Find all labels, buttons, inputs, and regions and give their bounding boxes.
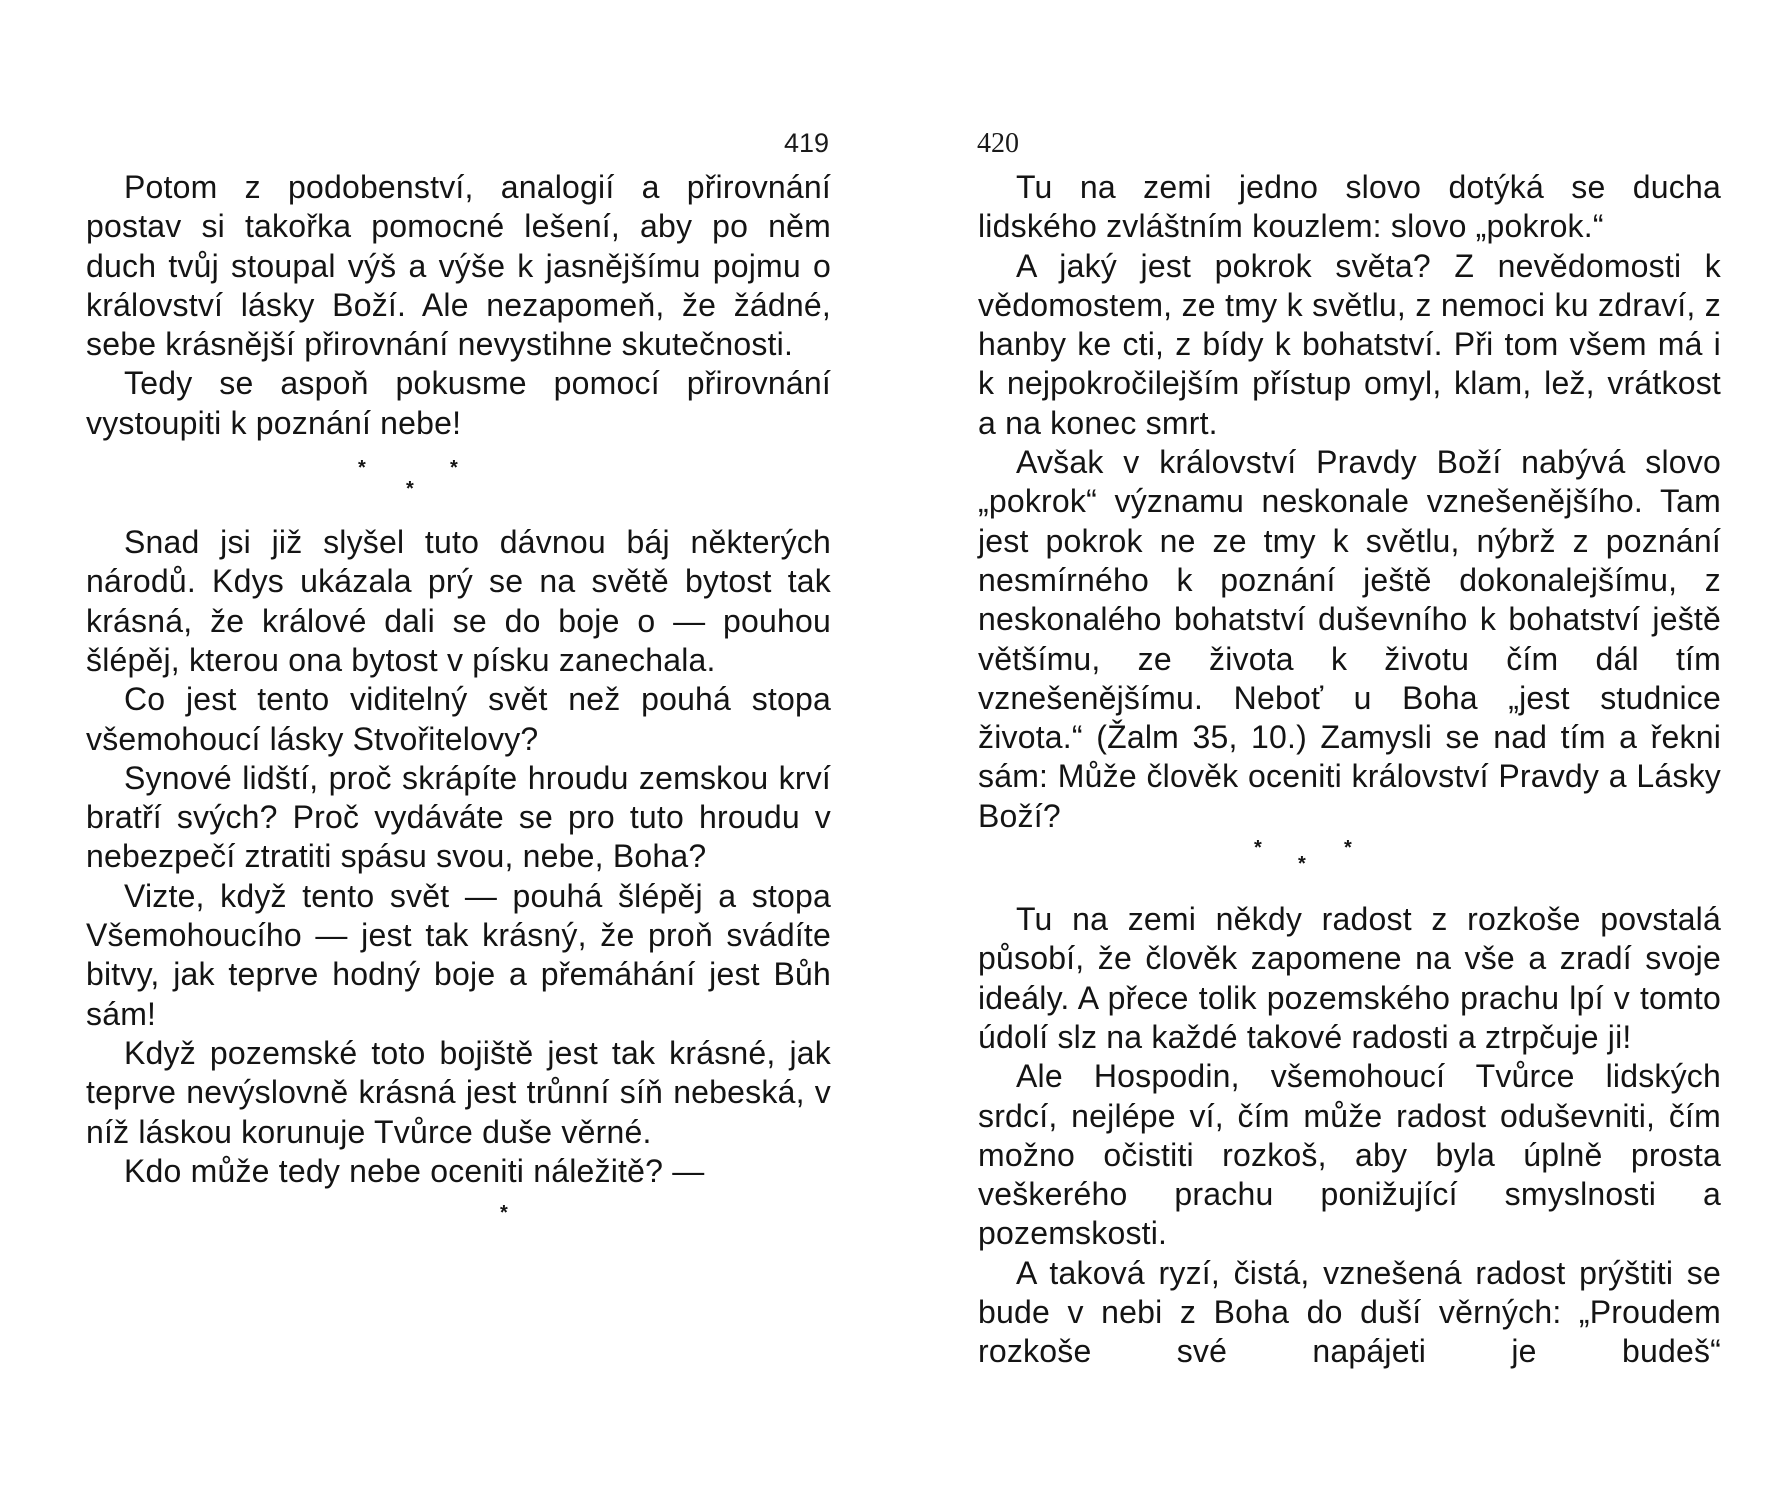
paragraph: Snad jsi již slyšel tuto dávnou báj některých národů. Kdys ukázala prý se na světě bytost tak krásná, že králové dali se do boje o — pouhou šlépěj, kterou ona bytost v písku zanechala. bbox=[86, 524, 831, 678]
left-page-text bbox=[86, 168, 831, 1231]
asterisk: * bbox=[358, 457, 366, 480]
paragraph: Kdo může tedy nebe oceniti náležitě? — bbox=[124, 1152, 705, 1189]
paragraph: Synové lidští, proč skrápíte hroudu zemskou krví bratří svých? Proč vydáváte se pro tuto hroudu v nebezpečí ztratiti spásu svou, nebe, Boha? bbox=[86, 759, 831, 875]
paragraph: A jaký jest pokrok světa? Z nevědomosti k vědomostem, ze tmy k světlu, z nemoci ku zdraví, z hanby ke cti, z bídy k bohatství. Při tom všem má i k nejpokročilejším přístup omyl, klam, lež, vrátkost a na konec smrt. bbox=[978, 247, 1721, 441]
section-break bbox=[978, 836, 1721, 900]
asterisk: * bbox=[500, 1202, 508, 1225]
paragraph: Vizte, když tento svět — pouhá šlépěj a stopa Všemohoucího — jest tak krásný, že proň svádíte bitvy, jak teprve hodný boje a přemáhání jest Bůh sám! bbox=[86, 877, 831, 1032]
page-number-right: 420 bbox=[977, 128, 1019, 159]
paragraph: Tedy se aspoň pokusme pomocí přirovnání vystoupiti k poznání nebe! bbox=[86, 365, 831, 441]
asterisk: * bbox=[406, 478, 414, 501]
page-number-left: 419 bbox=[784, 128, 830, 158]
paragraph: Když pozemské toto bojiště jest tak krásné, jak teprve nevýslovně krásná jest trůnní síň nebeská, v níž láskou korunuje Tvůrce duše věrné. bbox=[86, 1034, 831, 1150]
paragraph: Co jest tento viditelný svět než pouhá stopa všemohoucí lásky Stvořitelovy? bbox=[86, 681, 831, 757]
end-mark bbox=[86, 1191, 831, 1231]
right-page-text bbox=[978, 168, 1721, 1372]
paragraph: Ale Hospodin, všemohoucí Tvůrce lidských srdcí, nejlépe ví, čím může radost oduševniti, čím možno očistiti rozkoš, aby byla úplně prosta veškerého prachu ponižující smyslnosti a pozemskosti. bbox=[978, 1058, 1721, 1252]
paragraph: Avšak v království Pravdy Boží nabývá slovo „pokrok“ významu neskonale vznešenějšího. Tam jest pokrok ne ze tmy k světlu, nýbrž z poznání nesmírného k poznání ještě dokonalejšímu, z neskonalého bohatství duševního k bohatství ještě většímu, ze života k životu čím dál tím vznešenějšímu. Neboť u Boha „jest studnice života.“ (Žalm 35, 10.) Zamysli se nad tím a řekni sám: Může člověk oceniti království Pravdy a Lásky Boží? bbox=[978, 444, 1721, 834]
paragraph: Tu na zemi někdy radost z rozkoše povstalá působí, že člověk zapomene na vše a zradí svoje ideály. A přece tolik pozemského prachu lpí v tomto údolí slz na každé takové radosti a ztrpčuje ji! bbox=[978, 901, 1721, 1055]
section-break bbox=[86, 443, 831, 523]
asterisk: * bbox=[1344, 837, 1352, 860]
asterisk: * bbox=[1298, 853, 1306, 876]
asterisk: * bbox=[1254, 837, 1262, 860]
right-page bbox=[896, 0, 1792, 1500]
paragraph: A taková ryzí, čistá, vznešená radost prýštiti se bude v nebi z Boha do duší věrných: „Proudem rozkoše své napájeti je budeš“ bbox=[978, 1254, 1721, 1370]
paragraph: Tu na zemi jedno slovo dotýká se ducha lidského zvláštním kouzlem: slovo „pokrok.“ bbox=[978, 169, 1721, 245]
asterisk: * bbox=[450, 457, 458, 480]
paragraph: Potom z podobenství, analogií a přirovnání postav si takořka pomocné lešení, aby po něm duch tvůj stoupal výš a výše k jasnějšímu pojmu o království lásky Boží. Ale nezapomeň, že žádné, sebe krásnější přirovnání nevystihne skutečnosti. bbox=[86, 169, 831, 363]
